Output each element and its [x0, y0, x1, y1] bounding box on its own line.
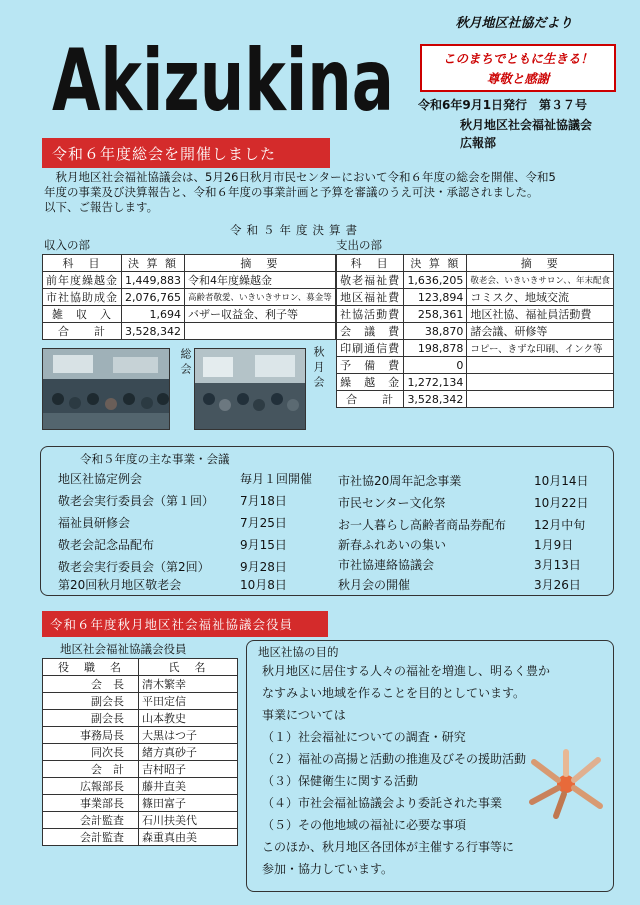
event-date: 3月13日 — [534, 558, 581, 572]
photo-placeholder — [43, 349, 170, 430]
event-date: 9月15日 — [240, 538, 287, 552]
events-title: 令和５年度の主な事業・会議 — [80, 452, 230, 466]
table-cell — [467, 374, 614, 391]
table-row — [337, 340, 614, 357]
event-name: 地区社協定例会 — [58, 472, 143, 486]
issue-info: 令和6年9月1日発行 第３７号 — [418, 98, 588, 112]
table-row — [43, 761, 238, 778]
event-date: 10月22日 — [534, 496, 589, 510]
intro-line: 秋月地区社会福祉協議会は、5月26日秋月市民センターにおいて令和６年度の総会を開催、令和5 — [44, 170, 556, 184]
table-row — [43, 289, 336, 306]
officer-title: 会計監査 — [43, 812, 139, 829]
table-row — [43, 272, 336, 289]
table-cell: 3,528,342 — [404, 391, 467, 408]
table-cell: 敬老福祉費 — [337, 272, 404, 289]
event-date: 毎月１回開催 — [240, 472, 313, 486]
hand-icon — [534, 762, 558, 780]
table-row — [43, 795, 238, 812]
event-date: 10月14日 — [534, 474, 589, 488]
table-cell: 敬老会、いきいきサロン、、年末配食 — [467, 272, 614, 289]
table-cell: 地区福祉費 — [337, 289, 404, 306]
table-row — [337, 391, 614, 408]
table-cell: 2,076,765 — [122, 289, 185, 306]
officer-name: 緒方真砂子 — [139, 744, 238, 761]
table-cell: 会 議 費 — [337, 323, 404, 340]
table-cell: 高齢者敬愛、いきいきサロン、募金等 — [184, 289, 335, 306]
column-header: 摘 要 — [467, 255, 614, 272]
purpose-line: （５）その他地域の福祉に必要な事項 — [262, 818, 467, 832]
column-header: 役 職 名 — [43, 659, 139, 676]
table-cell: 198,878 — [404, 340, 467, 357]
newsletter-series: 秋月地区社協だより — [455, 16, 573, 31]
purpose-line: （４）市社会福祉協議会より委託された事業 — [262, 796, 503, 810]
table-row — [43, 676, 238, 693]
table-cell: コピー、きずな印刷、インク等 — [467, 340, 614, 357]
income-label: 収入の部 — [44, 238, 90, 252]
purpose-line: （２）福祉の高揚と活動の推進及びその援助活動 — [262, 752, 527, 766]
logo-text: Akizukina — [52, 31, 394, 126]
table-cell: 123,894 — [404, 289, 467, 306]
purpose-line: 参加・協力しています。 — [262, 862, 394, 876]
table-cell — [184, 323, 335, 340]
table-cell: 予 備 費 — [337, 357, 404, 374]
officer-name: 清木繁幸 — [139, 676, 238, 693]
officer-title: 副会長 — [43, 693, 139, 710]
hand-icon — [532, 788, 558, 802]
income-table — [42, 254, 336, 340]
table-cell: バザー収益金、利子等 — [184, 306, 335, 323]
table-cell: 令和4年度繰越金 — [184, 272, 335, 289]
table-row — [337, 289, 614, 306]
hand-icon — [574, 788, 600, 806]
table-cell — [467, 391, 614, 408]
table-row — [43, 710, 238, 727]
table-cell: 258,361 — [404, 306, 467, 323]
table-cell: 雑 収 入 — [43, 306, 122, 323]
purpose-line: なすみよい地域を作ることを目的としています。 — [262, 686, 526, 700]
expense-table — [336, 254, 614, 408]
table-cell — [467, 357, 614, 374]
table-row — [43, 693, 238, 710]
purpose-title: 地区社協の目的 — [258, 645, 339, 659]
event-name: 市民センター文化祭 — [338, 496, 446, 510]
officer-title: 副会長 — [43, 710, 139, 727]
table-cell: 1,272,134 — [404, 374, 467, 391]
purpose-line: 秋月地区に居住する人々の福祉を増進し、明るく豊か — [262, 664, 551, 678]
meeting-photo-general — [42, 348, 170, 430]
table-cell: 繰 越 金 — [337, 374, 404, 391]
table-cell: 38,870 — [404, 323, 467, 340]
table-row — [337, 374, 614, 391]
event-name: 敬老会記念品配布 — [58, 538, 155, 552]
table-cell: コミスク、地域交流 — [467, 289, 614, 306]
table-cell: 1,694 — [122, 306, 185, 323]
event-name: 市社協20周年記念事業 — [338, 474, 462, 488]
publisher-dept: 広報部 — [460, 136, 497, 150]
table-cell: 合 計 — [337, 391, 404, 408]
table-cell: 合 計 — [43, 323, 122, 340]
officer-name: 藤井直美 — [139, 778, 238, 795]
officer-name: 石川扶美代 — [139, 812, 238, 829]
table-row — [337, 323, 614, 340]
column-header: 決 算 額 — [122, 255, 185, 272]
slogan-box — [420, 44, 616, 92]
table-row — [43, 812, 238, 829]
event-date: 7月18日 — [240, 494, 287, 508]
event-name: お一人暮らし高齢者商品券配布 — [338, 518, 507, 532]
event-date: 7月25日 — [240, 516, 287, 530]
table-row — [43, 778, 238, 795]
event-name: 敬老会実行委員会（第2回） — [58, 560, 210, 574]
photo-placeholder — [195, 349, 306, 430]
officer-title: 会 計 — [43, 761, 139, 778]
event-date: 9月28日 — [240, 560, 287, 574]
officer-title: 広報部長 — [43, 778, 139, 795]
table-cell: 市社協助成金 — [43, 289, 122, 306]
officer-name: 山本教史 — [139, 710, 238, 727]
event-name: 敬老会実行委員会（第１回） — [58, 494, 215, 508]
event-name: 福祉員研修会 — [58, 516, 131, 530]
publisher: 秋月地区社会福祉協議会 — [460, 118, 593, 132]
table-row — [43, 744, 238, 761]
event-name: 第20回秋月地区敬老会 — [58, 578, 182, 592]
column-header: 摘 要 — [184, 255, 335, 272]
event-name: 秋月会の開催 — [338, 578, 411, 592]
photo-caption-akizuki: 秋月会 — [312, 346, 325, 391]
table-cell: 社協活動費 — [337, 306, 404, 323]
officer-name: 吉村昭子 — [139, 761, 238, 778]
event-name: 市社協連絡協議会 — [338, 558, 435, 572]
officers-label: 地区社会福祉協議会役員 — [60, 642, 187, 656]
table-row — [43, 829, 238, 846]
officer-title: 事業部長 — [43, 795, 139, 812]
purpose-line: このほか、秋月地区各団体が主催する行事等に — [262, 840, 515, 854]
table-row — [43, 727, 238, 744]
officers-table — [42, 658, 238, 846]
table-cell: 諸会議、研修等 — [467, 323, 614, 340]
table-row — [43, 323, 336, 340]
officer-title: 事務局長 — [43, 727, 139, 744]
officer-title: 会 長 — [43, 676, 139, 693]
column-header: 科 目 — [43, 255, 122, 272]
table-header-row — [337, 255, 614, 272]
intro-line: 以下、ご報告します。 — [44, 200, 159, 214]
slogan-line2: 尊敬と感謝 — [486, 71, 550, 86]
purpose-line: （１）社会福祉についての調査・研究 — [262, 730, 466, 744]
meeting-photo-akizuki — [194, 348, 306, 430]
event-date: 12月中旬 — [534, 518, 586, 532]
officer-name: 篠田富子 — [139, 795, 238, 812]
table-cell: 0 — [404, 357, 467, 374]
officer-title: 同次長 — [43, 744, 139, 761]
column-header: 決 算 額 — [404, 255, 467, 272]
column-header: 氏 名 — [139, 659, 238, 676]
hands-together-illustration — [526, 748, 606, 820]
officer-name: 森重真由美 — [139, 829, 238, 846]
table-cell: 地区社協、福祉員活動費 — [467, 306, 614, 323]
photo-caption-general: 総会 — [179, 348, 192, 378]
table-row — [337, 306, 614, 323]
table-header-row — [43, 659, 238, 676]
budget-title: 令和５年度決算書 — [230, 223, 362, 237]
table-cell: 3,528,342 — [122, 323, 185, 340]
table-cell: 1,449,883 — [122, 272, 185, 289]
intro-line: 年度の事業及び決算報告と、令和６年度の事業計画と予算を審議のうえ可決・承認されました。 — [44, 185, 539, 199]
column-header: 科 目 — [337, 255, 404, 272]
table-row — [337, 272, 614, 289]
expense-label: 支出の部 — [336, 238, 382, 252]
event-name: 新春ふれあいの集い — [338, 538, 447, 552]
event-date: 3月26日 — [534, 578, 581, 592]
purpose-line: 事業については — [262, 708, 346, 722]
purpose-line: （３）保健衛生に関する活動 — [262, 774, 419, 788]
event-date: 1月9日 — [534, 538, 574, 552]
table-row — [43, 306, 336, 323]
hand-icon — [556, 794, 564, 816]
officer-name: 大黒はつ子 — [139, 727, 238, 744]
akizukina-logo — [48, 18, 398, 126]
table-header-row — [43, 255, 336, 272]
officer-name: 平田定信 — [139, 693, 238, 710]
table-cell: 印刷通信費 — [337, 340, 404, 357]
section-banner-officers: 令和６年度秋月地区社会福祉協議会役員 — [42, 611, 328, 637]
intro-text — [44, 170, 600, 215]
hand-icon — [574, 760, 598, 780]
section-banner-general-meeting: 令和６年度総会を開催しました — [42, 138, 330, 168]
officer-title: 会計監査 — [43, 829, 139, 846]
table-row — [337, 357, 614, 374]
table-cell: 1,636,205 — [404, 272, 467, 289]
slogan-line1: このまちでともに生きる！ — [443, 51, 593, 66]
event-date: 10月8日 — [240, 578, 287, 592]
table-cell: 前年度繰越金 — [43, 272, 122, 289]
